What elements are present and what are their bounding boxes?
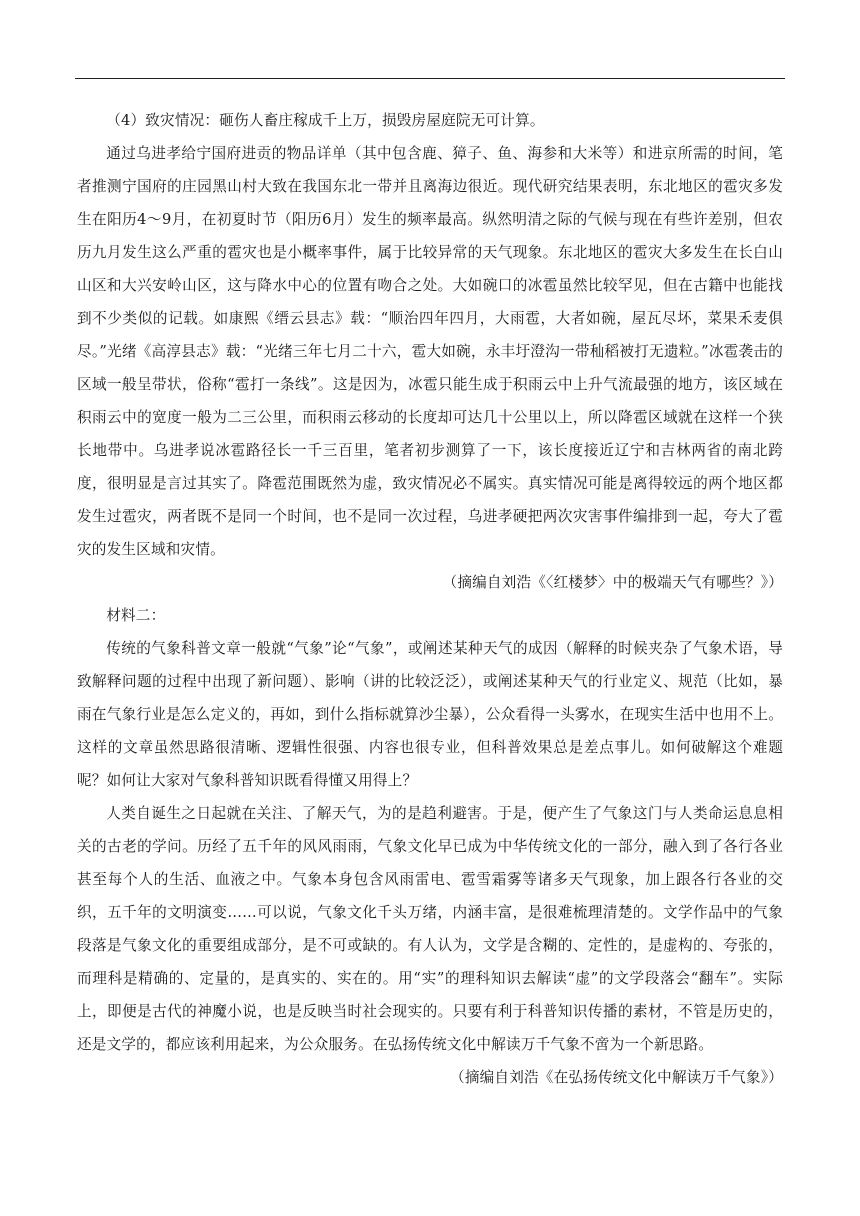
material-two-heading: 材料二： xyxy=(106,607,166,624)
paragraph-disaster-situation: （4）致灾情况：砸伤人畜庄稼成千上万，损毁房屋庭院无可计算。 xyxy=(106,112,545,129)
document-body xyxy=(77,104,783,1094)
header-rule xyxy=(75,78,785,79)
source-citation-2: （摘编自刘浩《在弘扬传统文化中解读万千气象》） xyxy=(450,1069,783,1086)
paragraph-traditional-science-articles: 传统的气象科普文章一般就“气象”论“气象”，或阐述某种天气的成因（解释的时候夹杂了气象术语，导致解释问题的过程中出现了新问题）、影响（讲的比较泛泛），或阐述某种天气的行业定义、规范（比如，暴雨在气象行业是怎么定义的，再如，到什么指标就算沙尘暴），公众看得一头雾水，在现实生活中也用不上。这样的文章虽然思路很清晰、逻辑性很强、内容也很专业，但科普效果总是差点事儿。如何破解这个难题呢？如何让大家对气象科普知识既看得懂又用得上？ xyxy=(77,640,783,789)
paragraph-weather-culture: 人类自诞生之日起就在关注、了解天气，为的是趋利避害。于是，便产生了气象这门与人类命运息息相关的古老的学问。历经了五千年的风风雨雨，气象文化早已成为中华传统文化的一部分，融入到了各行各业甚至每个人的生活、血液之中。气象本身包含风雨雷电、雹雪霜雾等诸多天气现象，加上跟各行各业的交织，五千年的文明演变……可以说，气象文化千头万绪，内涵丰富，是很难梳理清楚的。文学作品中的气象段落是气象文化的重要组成部分，是不可或缺的。有人认为，文学是含糊的、定性的，是虚构的、夸张的，而理科是精确的、定量的，是真实的、实在的。用“实”的理科知识去解读“虚”的文学段落会“翻车”。实际上，即便是古代的神魔小说，也是反映当时社会现实的。只要有利于科普知识传播的素材，不管是历史的，还是文学的，都应该利用起来，为公众服务。在弘扬传统文化中解读万千气象不啻为一个新思路。 xyxy=(77,805,783,1053)
paragraph-hail-analysis: 通过乌进孝给宁国府进贡的物品详单（其中包含鹿、獐子、鱼、海参和大米等）和进京所需的时间，笔者推测宁国府的庄园黑山村大致在我国东北一带并且离海边很近。现代研究结果表明，东北地区的雹灾多发生在阳历4～9月，在初夏时节（阳历6月）发生的频率最高。纵然明清之际的气候与现在有些许差别，但农历九月发生这么严重的雹灾也是小概率事件，属于比较异常的天气现象。东北地区的雹灾大多发生在长白山山区和大兴安岭山区，这与降水中心的位置有吻合之处。大如碗口的冰雹虽然比较罕见，但在古籍中也能找到不少类似的记载。如康熙《缙云县志》载：“顺治四年四月，大雨雹，大者如碗，屋瓦尽坏，菜果禾麦俱尽。”光绪《高淳县志》载：“光绪三年七月二十六，雹大如碗，永丰圩澄沟一带秈稻被打无遗粒。”冰雹袭击的区域一般呈带状，俗称“雹打一条线”。这是因为，冰雹只能生成于积雨云中上升气流最强的地方，该区域在积雨云中的宽度一般为二三公里，而积雨云移动的长度却可达几十公里以上，所以降雹区域就在这样一个狭长地带中。乌进孝说冰雹路径长一千三百里，笔者初步测算了一下，该长度接近辽宁和吉林两省的南北跨度，很明显是言过其实了。降雹范围既然为虚，致灾情况必不属实。真实情况可能是离得较远的两个地区都发生过雹灾，两者既不是同一个时间，也不是同一次过程，乌进孝硬把两次灾害事件编排到一起，夸大了雹灾的发生区域和灾情。 xyxy=(77,145,783,558)
source-citation-1: （摘编自刘浩《〈红楼梦〉中的极端天气有哪些？》） xyxy=(442,574,783,591)
